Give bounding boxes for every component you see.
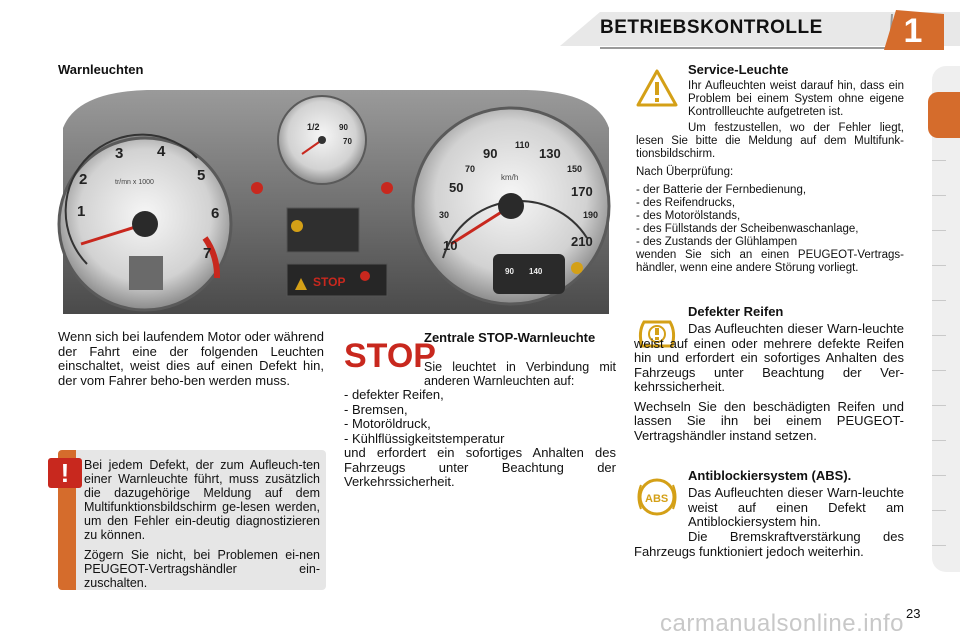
rail-divider [932,335,946,336]
rpm-tick: 7 [203,245,212,262]
service-intro: Ihr Aufleuchten weist darauf hin, dass ein Problem bei einem System ohne eigene Kontrollleuchte aufgetreten ist. [688,80,904,118]
speed-tick: 90 [483,146,498,161]
rpm-tick: 5 [197,167,206,184]
speed-tick: 10 [443,238,458,253]
stop-list [344,388,616,446]
rpm-tick: 3 [115,145,124,162]
service-paragraph: Nach Überprüfung: [636,166,734,178]
exclamation-icon: ! [48,458,82,488]
rpm-tick: 4 [157,143,166,160]
speed-tick: 130 [539,146,561,161]
instrument-cluster-image [57,88,614,316]
intro-paragraph: Wenn sich bei laufendem Motor oder während der Fahrt eine der folgenden Leuchten einschaltet, weist dies auf einen Defekt hin, der vom Fahrer beho-ben werden muss. [58,329,324,388]
rpm-unit: tr/mn x 1000 [115,179,154,186]
watermark: carmanualsonline.info [660,610,904,637]
rail-divider [932,230,946,231]
rail-divider [932,440,946,441]
speed-tick: 150 [567,164,583,174]
rail-divider [932,370,946,371]
rail-divider [932,160,946,161]
list-item: - des Füllstands der Scheibenwaschanlage, [636,223,859,235]
active-chapter-tab[interactable] [928,92,960,138]
svg-text:STOP: STOP [344,337,436,375]
speed-tick: 30 [439,210,450,220]
rail-divider [932,300,946,301]
service-body [636,122,904,275]
rail-divider [932,265,946,266]
chapter-number: 1 [903,12,923,50]
rail-divider [932,545,946,546]
page-title: BETRIEBSKONTROLLE [600,17,823,38]
tyre-paragraph: Das Aufleuchten dieser Warn-leuchte weist auf einen oder mehrere defekte Reifen hin und erfordert ein sofortiges Anhalten des Fahrzeugs unter Beachtung der Ver-kehrssicherheit. [634,321,904,394]
rail-divider [932,475,946,476]
rail-divider [932,510,946,511]
service-paragraph: wenden Sie sich an einen PEUGEOT-Vertrags-händler, wenn eine andere Störung vorliegt. [636,249,904,274]
speed-tick: 70 [465,164,476,174]
list-item: - Bremsen, [344,401,408,417]
temp-tick: 140 [529,267,543,276]
list-item: - des Motorölstands, [636,210,741,222]
tyre-body [634,322,904,443]
fuel-tick: 90 [339,123,348,132]
speed-unit: km/h [501,173,519,182]
list-item: - der Batterie der Fernbedienung, [636,184,807,196]
service-title: Service-Leuchte [688,62,789,77]
tyre-paragraph: Wechseln Sie den beschädigten Reifen und lassen Sie ihn bei einem PEUGEOT-Vertragshändler instand setzen. [634,398,904,443]
rail-divider [932,405,946,406]
speed-tick: 50 [449,180,464,195]
list-item: - defekter Reifen, [344,387,444,402]
note-paragraph: Bei jedem Defekt, der zum Aufleuch-ten einer Warnleuchte führt, muss zusätzlich die dazugehörige Meldung auf dem Multifunktionsbildschirm ge-lesen werden, um den Fehler ein-deutig diagnostizieren zu können. [84,458,320,542]
note-paragraph: Zögern Sie nicht, bei Problemen ei-nen PEUGEOT-Vertragshändler ein-zuschalten. [84,548,320,590]
speed-tick: 190 [583,210,599,220]
temp-tick: 90 [505,267,514,276]
chapter-tab-rail [932,66,960,572]
speed-tick: 110 [515,140,530,150]
abs-intro: Das Aufleuchten dieser Warn-leuchte weist auf einen Defekt am Antiblockiersystem hin. [688,485,904,529]
note-text [84,458,320,590]
service-list [636,184,904,249]
stop-icon [344,336,436,375]
section-title-warnleuchten: Warnleuchten [58,62,144,77]
page-number: 23 [906,606,921,621]
speed-tick: 170 [571,184,593,199]
list-item: - Kühlflüssigkeitstemperatur [344,430,505,446]
rpm-tick: 1 [77,203,86,220]
rail-divider [932,195,946,196]
service-paragraph: Um festzustellen, wo der Fehler liegt, lesen Sie bitte die Meldung auf dem Multifunk-tionsbildschirm. [636,122,904,160]
abs-title: Antiblockiersystem (ABS). [688,468,852,483]
fuel-tick: 70 [343,137,352,146]
speed-tick: 210 [571,234,593,249]
stop-conclusion: und erfordert ein sofortiges Anhalten des Fahrzeugs unter Beachtung der Verkehrssicherheit. [344,445,616,489]
rpm-tick: 6 [211,205,220,222]
list-item: - des Reifendrucks, [636,197,736,209]
list-item: - des Zustands der Glühlampen [636,236,798,248]
fuel-tick: 1/2 [307,122,320,132]
abs-icon [636,476,678,518]
svg-text:ABS: ABS [645,493,669,505]
rpm-tick: 2 [79,171,88,188]
list-item: - Motoröldruck, [344,416,431,431]
warning-triangle-icon [636,68,678,108]
tyre-title: Defekter Reifen [688,304,784,319]
stop-intro: Sie leuchtet in Verbindung mit anderen Warnleuchten auf: [424,360,616,388]
stop-title: Zentrale STOP-Warnleuchte [424,330,596,345]
cluster-stop-lamp: STOP [313,275,346,289]
abs-body: Die Bremskraftverstärkung des Fahrzeugs funktioniert jedoch weiterhin. [634,529,904,559]
